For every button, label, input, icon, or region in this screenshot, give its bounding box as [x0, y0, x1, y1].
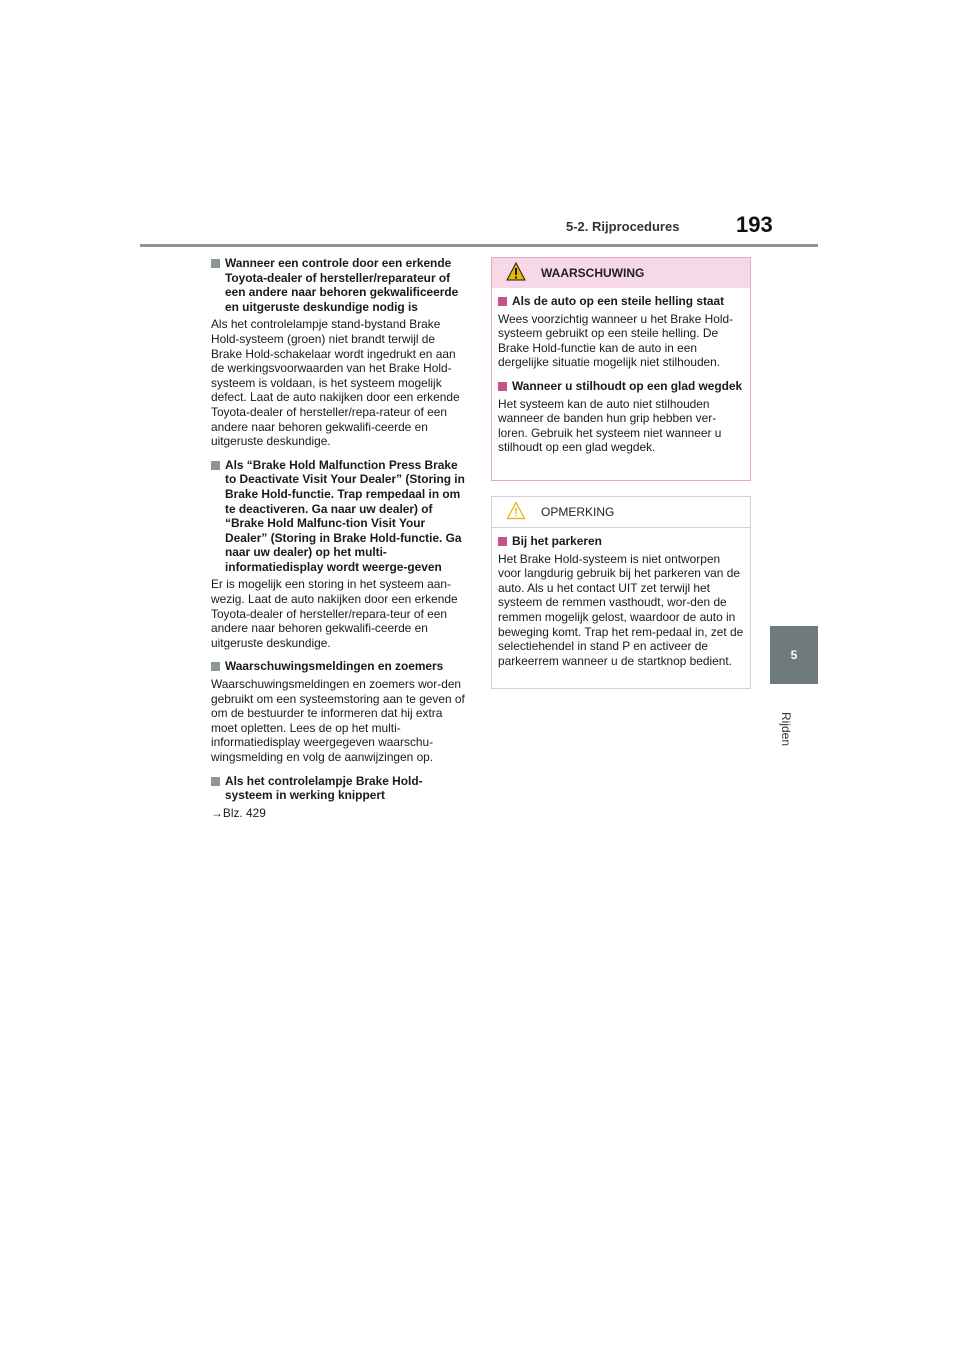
gray-square-bullet-icon — [211, 777, 220, 786]
note-box-header — [492, 497, 750, 528]
topic-body: Waarschuwingsmeldingen en zoemers wor-den gebruikt om een systeemstoring aan te geven of om de bestuurder te informeren dat hij extra moet opletten. Lees de op het multi-informatiedisplay weergegeven waarschu-wingsmelding en volg de aanwijzingen op. — [211, 677, 465, 764]
note-item-body: Het Brake Hold-systeem is niet ontworpen voor langdurig gebruik bij het parkeren van de auto. Als u het contact UIT zet terwijl het systeem de remmen vasthoudt, wor-den de remmen mogelijk gelost, waardoor de auto in beweging komt. Trap het rem-pedaal in, zet de selectiehendel in stand P en activeer de parkeerrem wanneer u de startknop bedient. — [498, 551, 744, 668]
note-box-title: OPMERKING — [541, 504, 615, 519]
topic-indicator-flashing — [211, 774, 469, 821]
gray-square-bullet-icon — [211, 461, 220, 470]
chapter-label: Rijden — [779, 712, 793, 747]
warning-box-header — [492, 258, 750, 288]
gray-square-bullet-icon — [211, 662, 220, 671]
page-number: 193 — [736, 212, 773, 237]
chapter-tab — [770, 626, 818, 684]
chapter-number: 5 — [790, 648, 798, 662]
topic-warning-messages — [211, 659, 469, 764]
header-rule — [140, 244, 818, 247]
warning-box — [491, 257, 751, 481]
left-column — [211, 256, 469, 829]
topic-heading: Waarschuwingsmeldingen en zoemers — [225, 659, 444, 674]
warning-box-title: WAARSCHUWING — [541, 265, 645, 280]
note-item-heading: Bij het parkeren — [512, 534, 602, 548]
warning-item-body: Wees voorzichtig wanneer u het Brake Hold-systeem gebruikt op een steile helling. De Brake Hold-functie kan de auto in een dergelijke situatie mogelijk niet stilhouden. — [498, 311, 734, 370]
note-box — [491, 496, 751, 689]
topic-body: Er is mogelijk een storing in het systeem aan-wezig. Laat de auto nakijken door een erkende Toyota-dealer of hersteller/repara-teur of een andere naar behoren gekwalifi-ceerde en uitgeruste deskundige. — [211, 577, 458, 650]
topic-body: Als het controlelampje stand-bystand Brake Hold-systeem (groen) niet brandt terwijl de Brake Hold-schakelaar wordt ingedrukt en aan de werkingsvoorwaarden van het Brake Hold-systeem is voldaan, is het systeem mogelijk defect. Laat de auto nakijken door een erkende Toyota-dealer of hersteller/repa-rateur of een andere naar behoren gekwalifi-ceerde en uitgeruste deskundige. — [211, 317, 460, 449]
warning-item-heading: Als de auto op een steile helling staat — [512, 294, 725, 308]
gray-square-bullet-icon — [211, 259, 220, 268]
warning-triangle-icon — [506, 262, 526, 281]
topic-dealer-inspection — [211, 256, 469, 449]
topic-heading: Als “Brake Hold Malfunction Press Brake to Deactivate Visit Your Dealer” (Storing in Brake Hold-functie. Trap rempedaal in om te deactiveren. Ga naar uw dealer) of “Brake Hold Malfunc-tion Visit Your Dealer” (Storing in Brake Hold-functie. Ga naar uw dealer) op het multi-informatiedisplay wordt weerge-geven — [225, 457, 465, 574]
section-header: 5-2. Rijprocedures — [566, 219, 680, 234]
warning-item-heading: Wanneer u stilhoudt op een glad wegdek — [512, 378, 743, 393]
warning-item-body: Het systeem kan de auto niet stilhouden wanneer de banden hun grip hebben ver-loren. Gebruik het systeem niet wanneer u stilhoudt op een glad wegdek. — [498, 396, 722, 455]
pink-square-bullet-icon — [498, 537, 507, 546]
page-reference: →Blz. 429 — [211, 805, 266, 820]
topic-heading: Wanneer een controle door een erkende Toyota-dealer of hersteller/reparateur of een andere naar behoren gekwalificeerde en uitgeruste deskundige nodig is — [225, 256, 459, 314]
topic-heading: Als het controlelampje Brake Hold-systeem in werking knippert — [225, 773, 423, 803]
caution-triangle-outline-icon — [506, 501, 526, 520]
topic-malfunction-message — [211, 458, 469, 651]
pink-square-bullet-icon — [498, 297, 507, 306]
pink-square-bullet-icon — [498, 382, 507, 391]
